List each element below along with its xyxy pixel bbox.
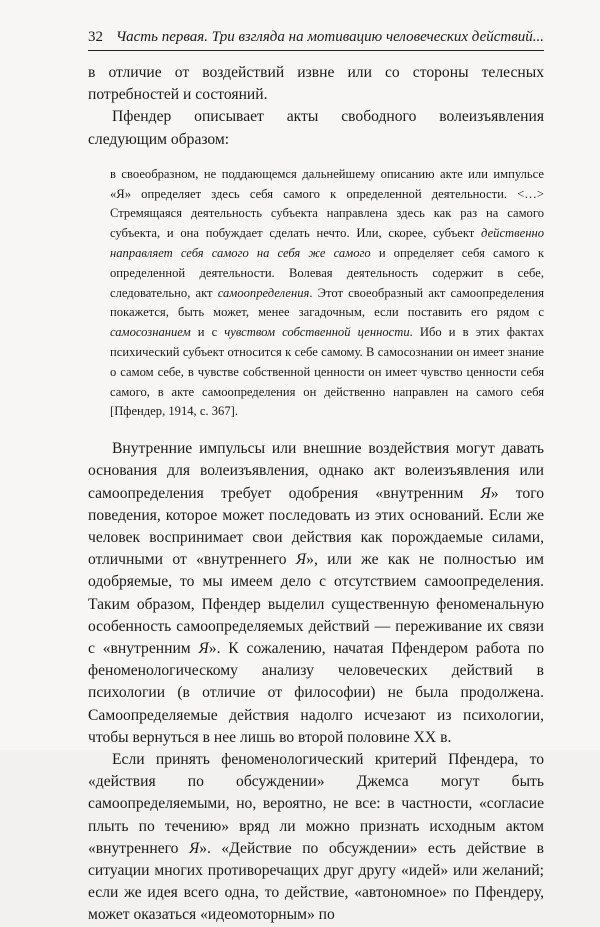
header-rule [88, 50, 544, 51]
text-segment: », или же как не полностью им одобряемые, то мы имеем дело с отсутствием самоопределения. Таким образом, Пфендер выделил существенную феноменальную особенность самоопределяемых действий — переживание их связи с «внутренним [88, 551, 544, 657]
text-italic: Я [295, 551, 307, 569]
quote-segment: и с [190, 325, 225, 340]
quote-italic: самосознанием [110, 325, 191, 340]
running-header [88, 28, 544, 46]
text-italic: Я [188, 839, 200, 857]
quote-segment: в своеобразном, не поддающемся дальнейшему описанию акте или импульсе «Я» определяет здесь себя самого к определенной деятельности. <…> Стремящаяся деятельность субъекта направлена здесь как раз на самого субъекта, и она побуждает сделать нечто. Или, скорее, субъект [110, 166, 544, 241]
text-segment: Внутренние импульсы или внешние воздействия могут давать основания для волеизъявления, однако акт волеизъявления или самоопределения требует одобрения «внутренним [88, 440, 544, 502]
page-number: 32 [88, 29, 103, 45]
block-quote [110, 165, 544, 422]
quote-text [110, 165, 544, 422]
quote-italic: чувством собственной ценности [224, 325, 410, 340]
paragraph-1: в отличие от воздействий извне или со стороны телесных потребностей и состояний. [88, 64, 544, 104]
page-body [88, 62, 544, 927]
quote-italic: действенно направляет себя самого на себя же самого [110, 226, 544, 260]
paragraph-3 [88, 438, 544, 749]
text-segment: Если принять феноменологический критерий Пфендера, то «действия по обсуждении» Джемса могут быть самоопределяемыми, но, вероятно, не все: в частности, «согласие плыть по течению» вряд ли можно признать исходным актом «внутреннего [88, 751, 544, 857]
quote-segment: . Ибо и в этих фактах психический субъект относится к себе самому. В самосознании он имеет знание о самом себе, в чувстве собственной ценности он имеет чувство ценности себя самого, в акте самоопределения он действенно направлен на самого себя [Пфендер, 1914, с. 367]. [110, 325, 544, 419]
text-italic: Я [480, 484, 491, 502]
quote-italic: самоопределения [217, 285, 310, 300]
text-italic: Я [198, 640, 209, 657]
running-title: Часть первая. Три взгляда на мотивацию человеческих действий... [115, 29, 544, 45]
quote-segment: . Этот своеобразный акт самоопределения покажется, быть может, менее загадочным, если поставить его рядом с [110, 285, 544, 320]
text-segment: ». К сожалению, начатая Пфендером работа по феноменологическому анализу человеческих действий в психологии (в отличие от философии) не была продолжена. Самоопределяемые действия надолго исчезают из психологии, чтобы вернуться в нее лишь во второй половине XX в. [88, 640, 544, 746]
quote-segment: и определяет себя самого к определенной деятельности. Волевая деятельность содержит в себе, следовательно, акт [110, 246, 544, 300]
text-segment: » того поведения, которое может последовать из этих оснований. Если же человек воспринимает свои действия как порождаемые силами, отличными от «внутреннего [88, 484, 544, 569]
paragraph-4 [88, 749, 544, 927]
paragraph-2: Пфендер описывает акты свободного волеизъявления следующим образом: [88, 108, 544, 148]
text-segment: ». «Действие по обсуждении» есть действие в ситуации многих противоречащих друг другу «идей» или желаний; если же идея всего одна, то действие, «автономное» по Пфендеру, может оказаться «идеомоторным» по [88, 839, 544, 924]
